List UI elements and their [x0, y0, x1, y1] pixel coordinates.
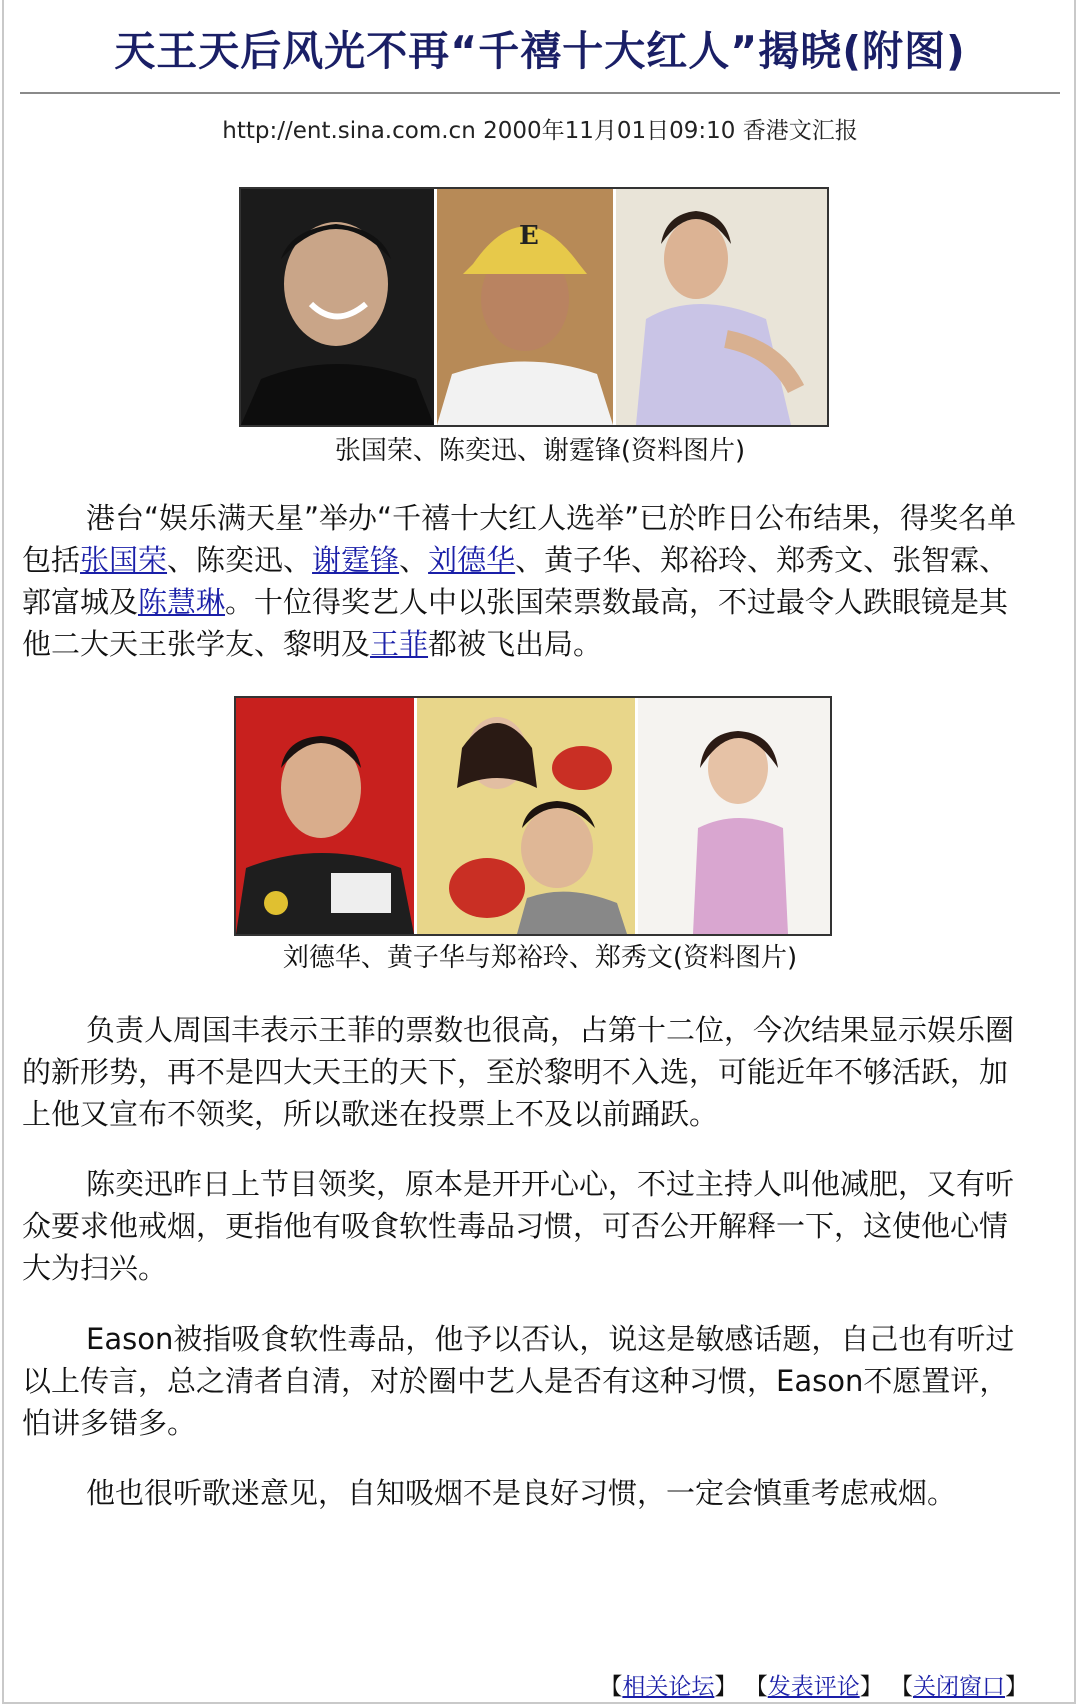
portrait-photo: [414, 698, 635, 934]
page-title: 天王天后风光不再“千禧十大红人”揭晓(附图): [114, 27, 966, 75]
paragraph-text: 、黄子华、郑裕玲、郑秀文、张智霖、郭富城及: [22, 543, 1009, 619]
portrait-photo: [241, 189, 434, 425]
photo-andy-dayo-carol-sammi: [234, 696, 832, 936]
paragraph-text: 都被飞出局。: [428, 627, 603, 661]
photo-leslie-eason-nicholas: [239, 187, 829, 427]
source-line: http://ent.sina.com.cn 2000年11月01日09:10 香港文汇报: [222, 118, 858, 144]
bracket: 【: [744, 1674, 768, 1700]
bracket: 】: [859, 1674, 883, 1700]
svg-text:E: E: [519, 221, 539, 251]
bracket: 【: [599, 1674, 623, 1700]
paragraph-text: 、: [399, 543, 429, 577]
paragraph-text: 。十位得奖艺人中以张国荣票数最高，不过最令人跌眼镜是其他二大天王张学友、黎明及: [22, 585, 1009, 661]
bracket: 】: [1005, 1674, 1028, 1700]
portrait-photo: [613, 189, 827, 425]
photo-caption: 刘德华、黄子华与郑裕玲、郑秀文(资料图片): [282, 943, 798, 973]
link-nicholas-tse[interactable]: 谢霆锋: [312, 543, 400, 577]
link-faye-wong[interactable]: 王菲: [370, 627, 429, 661]
divider: [20, 92, 1060, 94]
portrait-photo: [236, 698, 414, 934]
article-paragraph: [22, 497, 1032, 665]
link-leslie-cheung[interactable]: 张国荣: [80, 543, 168, 577]
post-comment-link[interactable]: 发表评论: [767, 1674, 860, 1700]
link-kelly-chen[interactable]: 陈慧琳: [138, 585, 226, 619]
photo-caption: 张国荣、陈奕迅、谢霆锋(资料图片): [334, 436, 746, 466]
article-paragraph: Eason被指吸食软性毒品，他予以否认，说这是敏感话题，自己也有听过以上传言，总之清者自清，对於圈中艺人是否有这种习惯，Eason不愿置评，怕讲多错多。: [22, 1322, 1015, 1440]
article-paragraph: 他也很听歌迷意见，自知吸烟不是良好习惯，一定会慎重考虑戒烟。: [86, 1476, 957, 1510]
footer-links: [599, 1668, 1028, 1701]
article-paragraph: 陈奕迅昨日上节目领奖，原本是开开心心，不过主持人叫他减肥，又有听众要求他戒烟，更指他有吸食软性毒品习惯，可否公开解释一下，这使他心情大为扫兴。: [22, 1167, 1015, 1285]
article-paragraph: 负责人周国丰表示王菲的票数也很高，占第十二位，今次结果显示娱乐圈的新形势，再不是四大天王的天下，至於黎明不入选，可能近年不够活跃，加上他又宣布不领奖，所以歌迷在投票上不及以前踊跃。: [22, 1013, 1015, 1131]
bracket: 【: [890, 1674, 913, 1700]
paragraph-text: 、陈奕迅、: [167, 543, 313, 577]
portrait-photo: [635, 698, 830, 934]
paragraph-text: 港台“娱乐满天星”举办“千禧十大红人选举”已於昨日公布结果，得奖名单包括: [22, 501, 1017, 577]
bracket: 】: [714, 1674, 738, 1700]
link-andy-lau[interactable]: 刘德华: [428, 543, 516, 577]
related-forum-link[interactable]: 相关论坛: [622, 1674, 715, 1700]
portrait-photo: [434, 189, 613, 425]
close-window-link[interactable]: 关闭窗口: [913, 1674, 1005, 1700]
